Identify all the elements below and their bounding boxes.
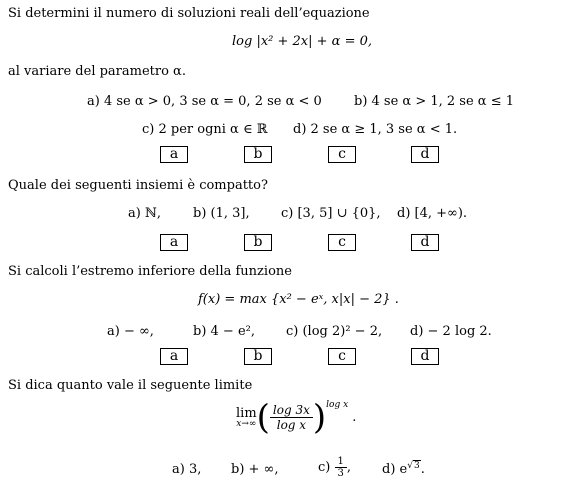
question-2-option-b: b) (1, 3], xyxy=(193,206,250,221)
answer-box-3b[interactable]: b xyxy=(244,348,272,365)
option-d-sqrt-arg: 3 xyxy=(413,461,420,471)
question-1-option-a: a) 4 se α > 0, 3 se α = 0, 2 se α < 0 xyxy=(87,94,322,109)
question-2-text: Quale dei seguenti insiemi è compatto? xyxy=(8,178,268,193)
answer-box-3d[interactable]: d xyxy=(411,348,439,365)
right-paren: ) xyxy=(312,397,327,438)
option-c-label: c) xyxy=(318,460,331,475)
question-4-option-d: d) $e^{√3}$. xyxy=(382,461,425,477)
limit-operator xyxy=(236,405,257,429)
answer-box-1d[interactable]: d xyxy=(411,146,439,163)
limit-word: lim xyxy=(236,405,257,421)
option-c-comma: , xyxy=(346,460,352,475)
question-4-option-a: a) 3, xyxy=(172,462,202,477)
answer-box-1c[interactable]: c xyxy=(328,146,356,163)
question-1-text: Si determini il numero di soluzioni reali dell’equazione xyxy=(8,6,370,21)
answer-box-3c[interactable]: c xyxy=(328,348,356,365)
question-1-option-c: c) 2 per ogni α ∈ ℝ xyxy=(142,122,268,137)
limit-fraction xyxy=(270,403,313,432)
question-4-option-b: b) + ∞, xyxy=(231,462,279,477)
option-c-numerator: 1 xyxy=(335,456,347,468)
limit-exponent: log x xyxy=(326,400,349,410)
question-3-option-c: c) (log 2)² − 2, xyxy=(286,324,383,339)
fraction-numerator: log 3x xyxy=(270,403,313,418)
question-2-option-d: d) [4, +∞). xyxy=(397,206,468,221)
option-c-denominator: 3 xyxy=(337,468,344,479)
fraction-denominator: log x xyxy=(276,418,307,432)
answer-box-3a[interactable]: a xyxy=(160,348,188,365)
limit-subscript: x→∞ xyxy=(236,418,257,429)
question-4-text: Si dica quanto vale il seguente limite xyxy=(8,378,253,393)
limit-period: . xyxy=(352,410,357,425)
question-1-option-b: b) 4 se α > 1, 2 se α ≤ 1 xyxy=(354,94,515,109)
question-1-equation: log |x² + 2x| + α = 0, xyxy=(232,34,372,49)
left-paren: ( xyxy=(256,397,270,438)
answer-box-1b[interactable]: b xyxy=(244,146,272,163)
answer-box-2d[interactable]: d xyxy=(411,234,439,251)
answer-box-1a[interactable]: a xyxy=(160,146,188,163)
question-1-option-d: d) 2 se α ≥ 1, 3 se α < 1. xyxy=(293,122,458,137)
option-d-period: . xyxy=(420,462,425,477)
question-1-parameter-text: al variare del parametro α. xyxy=(8,64,186,79)
answer-box-2a[interactable]: a xyxy=(160,234,188,251)
question-3-option-d: d) − 2 log 2. xyxy=(410,324,492,339)
question-4-option-c xyxy=(318,456,351,479)
answer-box-2c[interactable]: c xyxy=(328,234,356,251)
question-3-function: f(x) = max {x² − eˣ, x|x| − 2} . xyxy=(198,292,399,307)
answer-box-2b[interactable]: b xyxy=(244,234,272,251)
question-4-limit xyxy=(236,397,357,440)
option-c-fraction xyxy=(335,456,347,479)
question-2-option-a: a) ℕ, xyxy=(128,206,161,221)
option-d-base: d) e xyxy=(382,462,408,477)
question-3-option-b: b) 4 − e², xyxy=(193,324,255,339)
question-3-text: Si calcoli l’estremo inferiore della funzione xyxy=(8,264,292,279)
question-2-option-c: c) [3, 5] ∪ {0}, xyxy=(281,206,381,221)
question-3-option-a: a) − ∞, xyxy=(107,324,154,339)
